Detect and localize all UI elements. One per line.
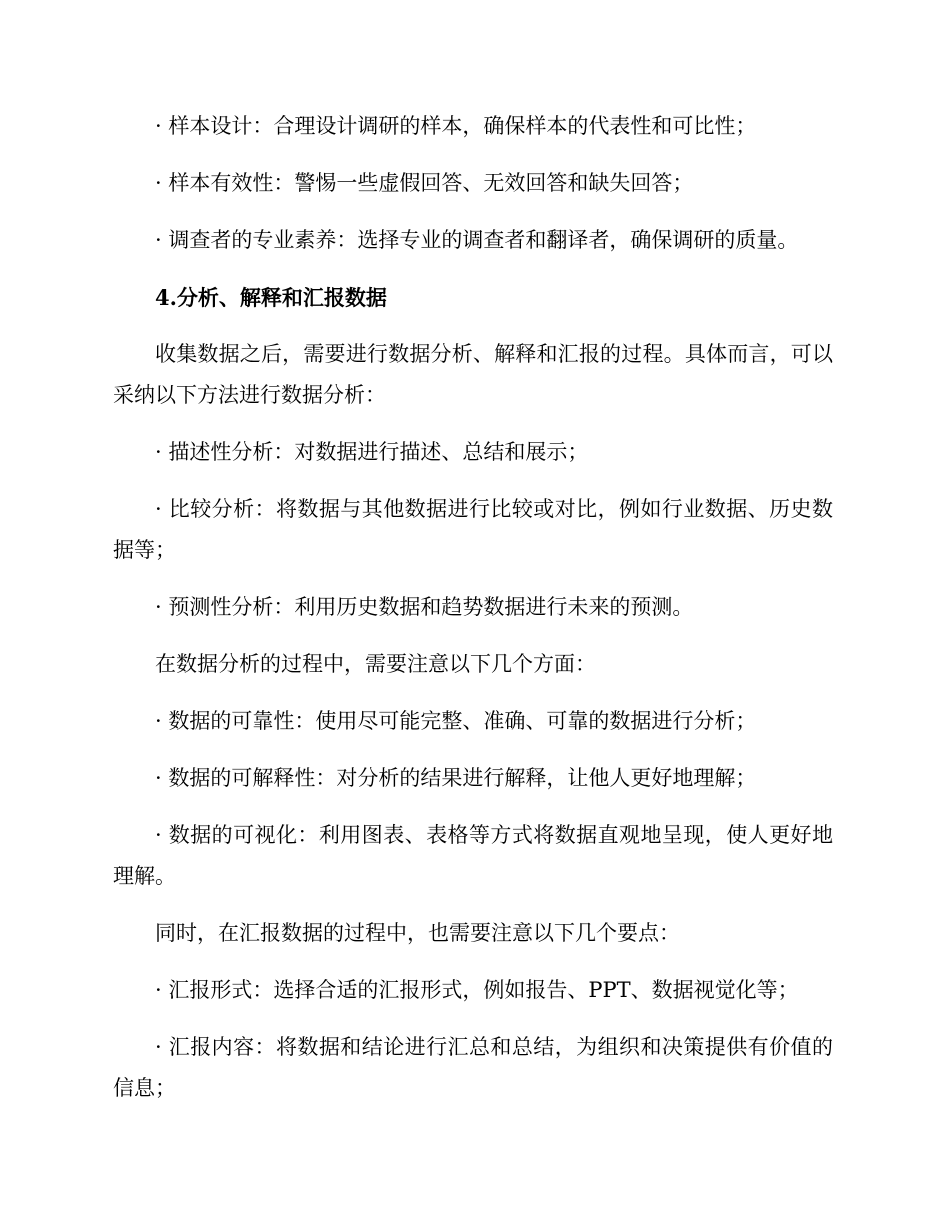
section-heading: 4.分析、解释和汇报数据 <box>155 285 387 310</box>
bullet-data-reliability: · 数据的可靠性：使用尽可能完整、准确、可靠的数据进行分析； <box>155 709 757 733</box>
bullet-predictive-analysis: · 预测性分析：利用历史数据和趋势数据进行未来的预测。 <box>155 595 694 619</box>
paragraph-reporting-notes: 同时，在汇报数据的过程中，也需要注意以下几个要点： <box>155 921 680 945</box>
bullet-surveyor-expertise: · 调查者的专业素养：选择专业的调查者和翻译者，确保调研的质量。 <box>155 228 799 252</box>
bullet-comparative-analysis: · 比较分析：将数据与其他数据进行比较或对比，例如行业数据、历史数据等； <box>113 497 833 562</box>
bullet-report-content: · 汇报内容：将数据和结论进行汇总和总结，为组织和决策提供有价值的信息； <box>113 1035 833 1100</box>
document-body <box>113 106 833 1125</box>
bullet-data-interpretability: · 数据的可解释性：对分析的结果进行解释，让他人更好地理解； <box>155 766 757 790</box>
bullet-descriptive-analysis: · 描述性分析：对数据进行描述、总结和展示； <box>155 440 589 464</box>
bullet-sample-validity: · 样本有效性：警惕一些虚假回答、无效回答和缺失回答； <box>155 171 694 195</box>
paragraph-intro: 收集数据之后，需要进行数据分析、解释和汇报的过程。具体而言，可以采纳以下方法进行数据分析： <box>113 342 833 407</box>
bullet-data-visualization: · 数据的可视化：利用图表、表格等方式将数据直观地呈现，使人更好地理解。 <box>113 823 833 888</box>
bullet-sample-design: · 样本设计：合理设计调研的样本，确保样本的代表性和可比性； <box>155 114 757 138</box>
paragraph-analysis-notes: 在数据分析的过程中，需要注意以下几个方面： <box>155 652 596 676</box>
bullet-report-format: · 汇报形式：选择合适的汇报形式，例如报告、PPT、数据视觉化等； <box>155 978 799 1002</box>
